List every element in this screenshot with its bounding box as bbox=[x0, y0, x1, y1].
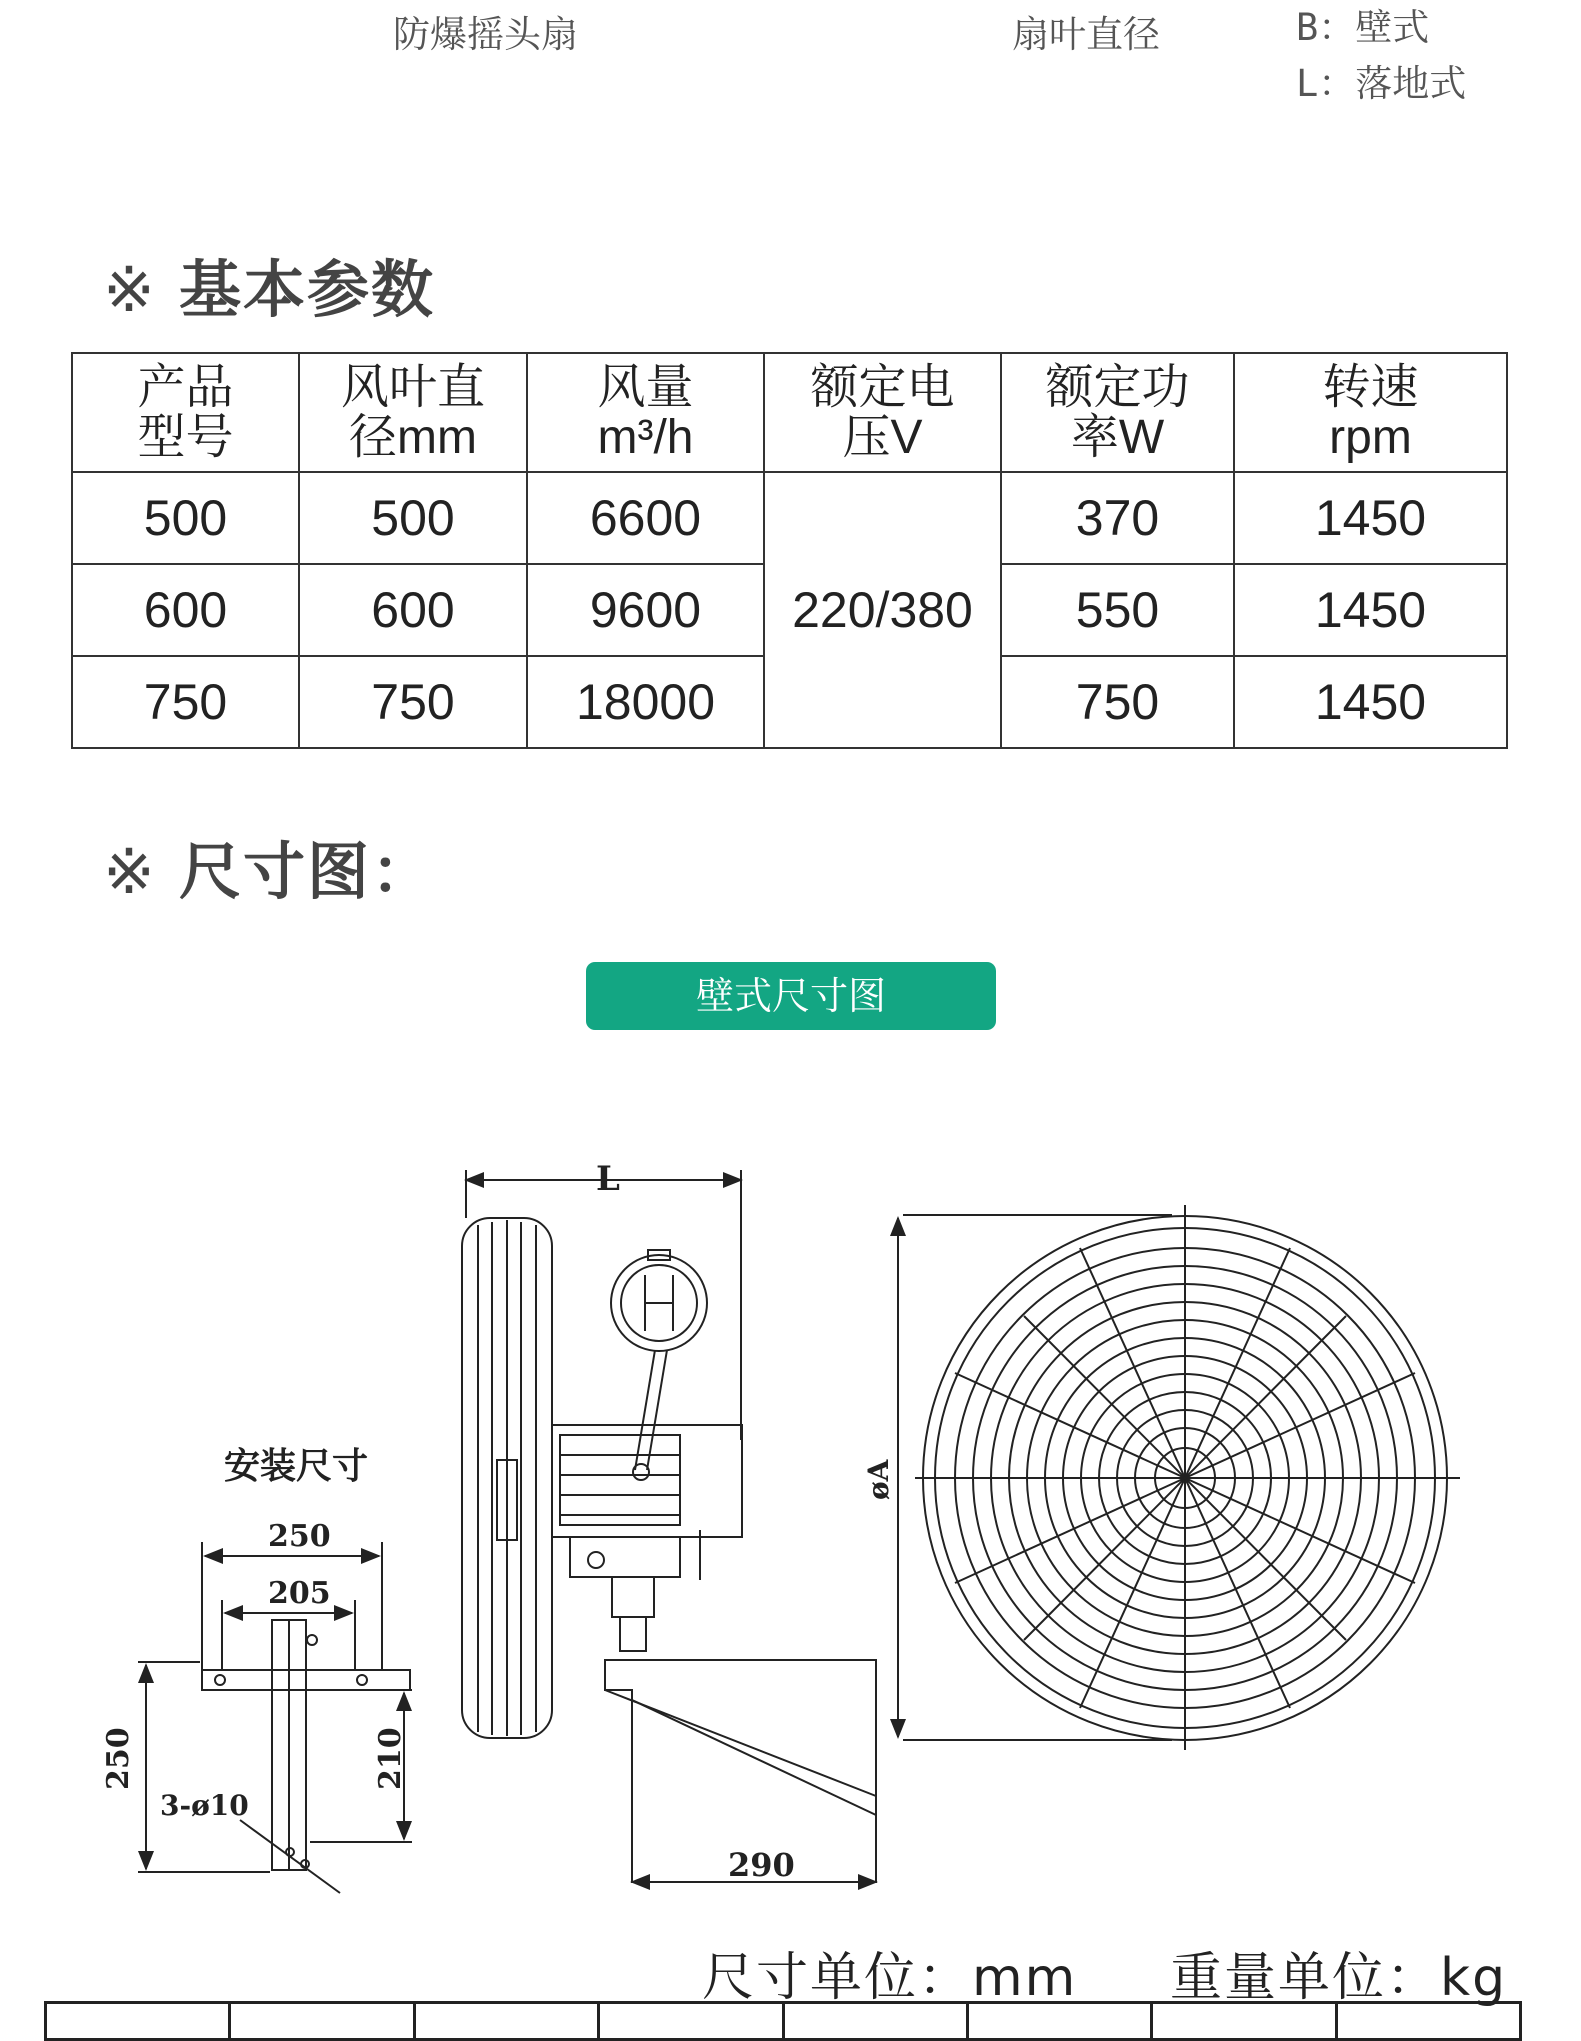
cell-diameter: 750 bbox=[299, 656, 527, 748]
cell-airflow: 6600 bbox=[527, 472, 764, 564]
fan-side-view bbox=[462, 1170, 876, 1882]
params-title-text: 基本参数 bbox=[178, 253, 435, 326]
install-size-label: 安装尺寸 bbox=[224, 1445, 369, 1487]
reference-mark-icon: ※ bbox=[103, 253, 157, 326]
cell-power: 550 bbox=[1001, 564, 1234, 656]
header-speed: 转速 rpm bbox=[1234, 353, 1507, 472]
cell-voltage: 220/380 bbox=[764, 472, 1001, 748]
dim-290: 290 bbox=[728, 1846, 795, 1884]
table-row bbox=[46, 2003, 1521, 2040]
cell-speed: 1450 bbox=[1234, 656, 1507, 748]
cell-airflow: 18000 bbox=[527, 656, 764, 748]
cell-speed: 1450 bbox=[1234, 472, 1507, 564]
section-title-params bbox=[103, 240, 435, 329]
product-type-label: 防爆摇头扇 bbox=[393, 13, 578, 56]
params-table bbox=[71, 352, 1508, 749]
dim-250-top: 250 bbox=[268, 1519, 331, 1554]
blade-diameter-label: 扇叶直径 bbox=[1012, 13, 1160, 56]
dimensions-title-text: 尺寸图： bbox=[178, 835, 435, 908]
dim-210: 210 bbox=[373, 1727, 408, 1790]
legend-floor: L：落地式 bbox=[1296, 62, 1467, 105]
cell-airflow: 9600 bbox=[527, 564, 764, 656]
dim-205: 205 bbox=[268, 1576, 331, 1611]
weight-unit-label: 重量单位：kg bbox=[1170, 1948, 1508, 2008]
dim-L: L bbox=[596, 1159, 620, 1199]
header-voltage: 额定电 压V bbox=[764, 353, 1001, 472]
cell-power: 750 bbox=[1001, 656, 1234, 748]
section-title-dimensions bbox=[103, 822, 435, 911]
header-diameter: 风叶直 径mm bbox=[299, 353, 527, 472]
header-model: 产品 型号 bbox=[72, 353, 299, 472]
size-unit-label: 尺寸单位：mm bbox=[702, 1948, 1078, 2008]
params-header-row bbox=[72, 353, 1507, 472]
cell-model: 500 bbox=[72, 472, 299, 564]
legend-wall: B：壁式 bbox=[1296, 6, 1430, 49]
reference-mark-icon: ※ bbox=[103, 835, 157, 908]
cell-model: 750 bbox=[72, 656, 299, 748]
dimension-drawing bbox=[0, 1130, 1581, 1910]
cell-power: 370 bbox=[1001, 472, 1234, 564]
hole-note: 3-ø10 bbox=[160, 1789, 249, 1822]
dim-250-side: 250 bbox=[101, 1727, 136, 1790]
cell-diameter: 500 bbox=[299, 472, 527, 564]
fan-front-view bbox=[898, 1205, 1460, 1750]
mount-type-legend bbox=[1296, 0, 1466, 112]
cell-model: 600 bbox=[72, 564, 299, 656]
cell-speed: 1450 bbox=[1234, 564, 1507, 656]
table-row bbox=[72, 472, 1507, 564]
header-airflow: 风量 m³/h bbox=[527, 353, 764, 472]
spec-table-partial bbox=[44, 2001, 1522, 2041]
wall-mount-dimension-tab[interactable]: 壁式尺寸图 bbox=[586, 962, 996, 1030]
cell-diameter: 600 bbox=[299, 564, 527, 656]
dim-phi-A: øA bbox=[862, 1459, 895, 1500]
header-power: 额定功 率W bbox=[1001, 353, 1234, 472]
